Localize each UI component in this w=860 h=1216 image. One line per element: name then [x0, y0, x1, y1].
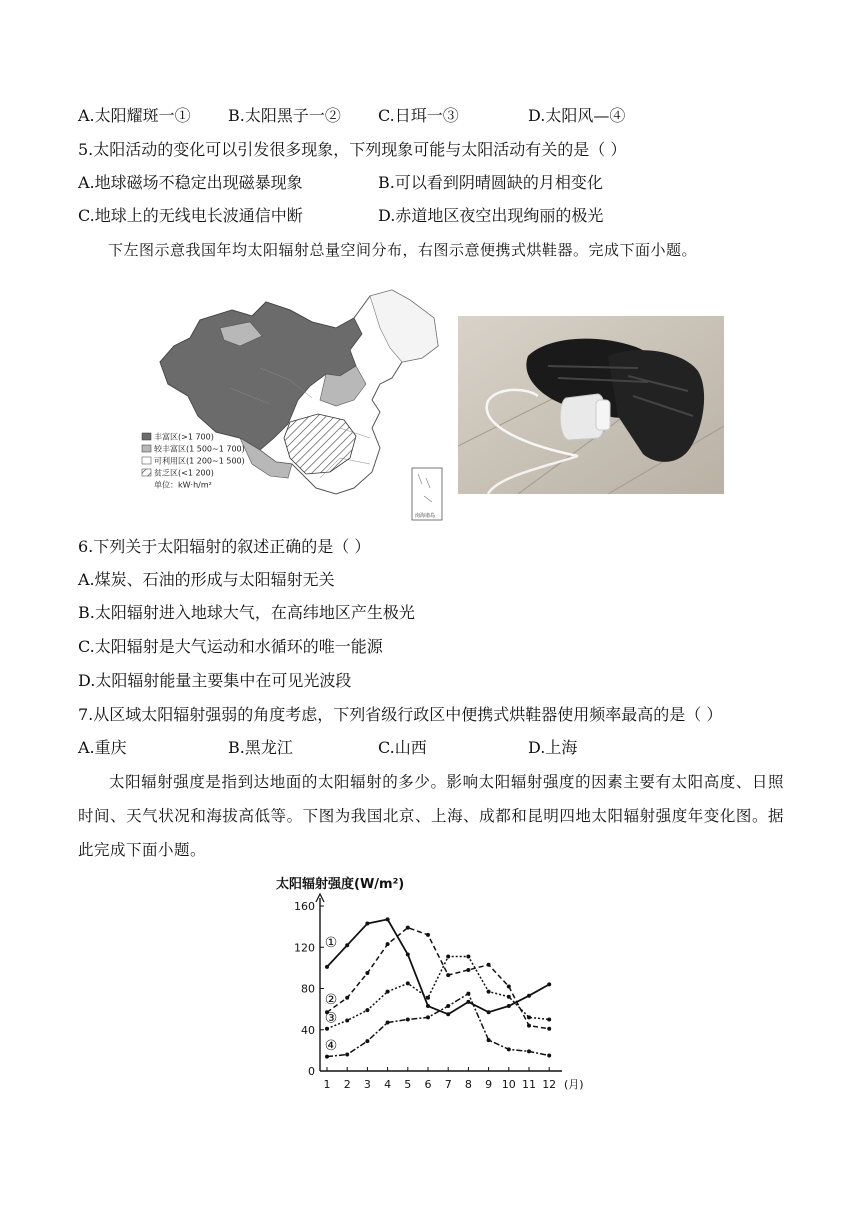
x-axis-label: (月)	[564, 1078, 584, 1091]
y-tick-label: 120	[294, 941, 315, 955]
q5-stem: 5.太阳活动的变化可以引发很多现象，下列现象可能与太阳活动有关的是（ ）	[78, 140, 627, 159]
series-3-point	[406, 981, 410, 985]
series-2-point	[487, 963, 491, 967]
y-tick-label: 0	[308, 1065, 315, 1078]
series-4-point	[386, 1021, 390, 1025]
series-1-point	[527, 994, 531, 998]
x-tick-label: 4	[384, 1078, 392, 1091]
radiation-chart	[270, 866, 590, 1106]
series-3-point	[487, 990, 491, 994]
series-1-point	[446, 1012, 450, 1016]
q7-stem: 7.从区域太阳辐射强弱的角度考虑，下列省级行政区中便携式烘鞋器使用频率最高的是（ ）	[78, 705, 723, 724]
series-3-point	[325, 1027, 329, 1031]
x-tick-label: 7	[444, 1078, 452, 1091]
series-2-point	[365, 971, 369, 975]
series-1-point	[547, 982, 551, 986]
legend-usable: 可利用区(1 200~1 500)	[154, 456, 245, 466]
series-4-point	[325, 1055, 329, 1059]
series-1-point	[365, 922, 369, 926]
series-2-point	[466, 968, 470, 972]
q7-option-b: B.黑龙江	[228, 738, 293, 757]
series-1-point	[426, 1004, 430, 1008]
series-2-point	[406, 926, 410, 930]
series-line-1	[324, 919, 549, 1014]
series-1-point	[487, 1010, 491, 1014]
x-tick-label: 1	[323, 1078, 331, 1091]
legend-fairly-rich: 较丰富区(1 500~1 700)	[154, 444, 245, 454]
x-tick-label: 11	[522, 1078, 536, 1091]
series-1-point	[406, 952, 410, 956]
inset-label: 南海诸岛	[415, 513, 436, 519]
q7-option-d: D.上海	[528, 738, 578, 757]
series-label-4: ④	[324, 1038, 338, 1055]
y-tick-label: 40	[301, 1023, 315, 1037]
x-tick-label: 2	[343, 1078, 351, 1091]
series-3-point	[507, 995, 511, 999]
x-tick-label: 10	[501, 1078, 516, 1091]
series-2-point	[446, 973, 450, 977]
q6-option-a: A.煤炭、石油的形成与太阳辐射无关	[78, 570, 335, 589]
legend-swatch-usable	[142, 457, 151, 464]
chart-svg	[270, 866, 590, 1106]
chart-title: 太阳辐射强度(W/m²)	[276, 877, 405, 892]
series-label-2: ②	[324, 991, 338, 1008]
series-2-point	[547, 1027, 551, 1031]
series-3-point	[547, 1017, 551, 1021]
q4-option-b: B.太阳黑子一②	[228, 106, 341, 125]
x-tick-label: 12	[542, 1078, 557, 1091]
legend-swatch-rich	[142, 433, 151, 440]
series-2-point	[507, 984, 511, 988]
series-3-point	[345, 1018, 349, 1022]
q5-option-c: C.地球上的无线电长波通信中断	[78, 206, 303, 225]
series-4-point	[507, 1047, 511, 1051]
series-3-point	[386, 990, 390, 994]
series-2-point	[527, 1024, 531, 1028]
q7-option-a: A.重庆	[78, 738, 127, 757]
series-1-point	[466, 1000, 470, 1004]
x-tick-label: 5	[404, 1078, 412, 1091]
q6-option-b: B.太阳辐射进入地球大气，在高纬地区产生极光	[78, 603, 415, 622]
x-tick-label: 9	[485, 1078, 493, 1091]
q6-option-c: C.太阳辐射是大气运动和水循环的唯一能源	[78, 637, 383, 656]
q6-stem: 6.下列关于太阳辐射的叙述正确的是（ ）	[78, 537, 371, 556]
series-3-point	[527, 1015, 531, 1019]
series-1-point	[386, 917, 390, 921]
x-tick-label: 8	[464, 1078, 472, 1091]
q5-option-a: A.地球磁场不稳定出现磁暴现象	[78, 173, 303, 192]
legend-rich: 丰富区(>1 700)	[154, 432, 214, 442]
series-line-3	[324, 957, 549, 1029]
series-4-point	[426, 1015, 430, 1019]
series-3-point	[446, 955, 450, 959]
legend-swatch-fairly-rich	[142, 445, 151, 452]
series-1-point	[325, 965, 329, 969]
series-3-point	[365, 1008, 369, 1012]
q7-option-c: C.山西	[378, 738, 427, 757]
series-4-point	[446, 1004, 450, 1008]
legend-swatch-poor	[142, 469, 151, 476]
series-4-point	[466, 992, 470, 996]
series-4-point	[406, 1017, 410, 1021]
series-2-point	[426, 933, 430, 937]
series-label-1: ①	[324, 935, 338, 952]
series-2-point	[386, 942, 390, 946]
intro-figures: 下左图示意我国年均太阳辐射总量空间分布，右图示意便携式烘鞋器。完成下面小题。	[108, 241, 698, 259]
series-4-point	[527, 1049, 531, 1053]
x-tick-label: 6	[424, 1078, 432, 1091]
series-4-point	[487, 1038, 491, 1042]
y-tick-label: 160	[294, 900, 315, 913]
q5-option-b: B.可以看到阴晴圆缺的月相变化	[378, 173, 603, 192]
q4-option-a: A.太阳耀斑一①	[78, 106, 191, 125]
q6-option-d: D.太阳辐射能量主要集中在可见光波段	[78, 671, 352, 690]
series-2-point	[345, 996, 349, 1000]
map-graphic	[140, 288, 445, 524]
china-solar-map	[140, 288, 445, 524]
y-tick-label: 80	[301, 982, 315, 996]
series-3-point	[466, 955, 470, 959]
shoe-dryer-photo	[458, 316, 724, 494]
series-1-point	[507, 1004, 511, 1008]
legend-unit: 单位：kW·h/m²	[154, 480, 212, 490]
series-3-point	[426, 996, 430, 1000]
legend-poor: 贫乏区(<1 200)	[154, 468, 214, 478]
series-4-point	[547, 1054, 551, 1058]
series-4-point	[345, 1053, 349, 1057]
q4-option-d: D.太阳风—④	[528, 106, 626, 125]
intro-chart: 太阳辐射强度是指到达地面的太阳辐射的多少。影响太阳辐射强度的因素主要有太阳高度、日照时间、天气状况和海拔高低等。下图为我国北京、上海、成都和昆明四地太阳辐射强度年变化图。据此完成下面小题。	[78, 773, 784, 859]
photo-graphic	[458, 316, 724, 494]
series-label-3: ③	[324, 1010, 338, 1027]
q5-option-d: D.赤道地区夜空出现绚丽的极光	[378, 206, 604, 225]
series-4-point	[365, 1039, 369, 1043]
x-tick-label: 3	[363, 1078, 371, 1091]
q4-option-c: C.日珥一③	[378, 106, 459, 125]
series-1-point	[345, 943, 349, 947]
